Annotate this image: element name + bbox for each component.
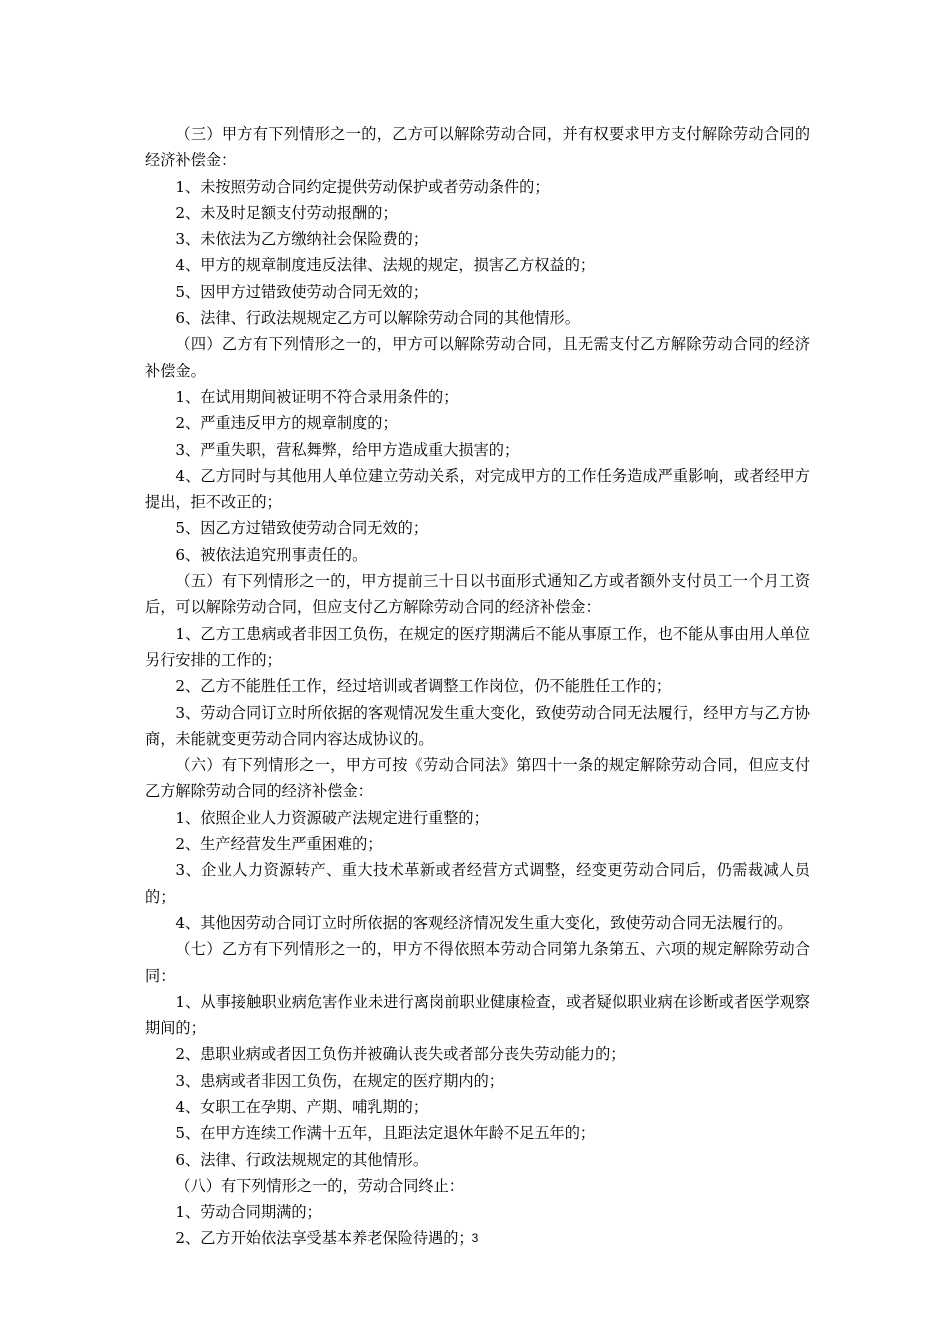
list-item: 4、女职工在孕期、产期、哺乳期的； xyxy=(175,1097,429,1116)
list-item: 4、乙方同时与其他用人单位建立劳动关系，对完成甲方的工作任务造成严重影响，或者经甲方提出，拒不改正的； xyxy=(145,466,810,512)
list-item: 5、因乙方过错致使劳动合同无效的； xyxy=(175,519,429,538)
list-item: 1、乙方工患病或者非因工负伤，在规定的医疗期满后不能从事原工作，也不能从事由用人单位另行安排的工作的； xyxy=(145,624,810,669)
document-body xyxy=(145,121,810,1252)
paragraph-section-6-heading: （六）有下列情形之一，甲方可按《劳动合同法》第四十一条的规定解除劳动合同，但应支付乙方解除劳动合同的经济补偿金： xyxy=(145,756,810,801)
list-item: 4、其他因劳动合同订立时所依据的客观经济情况发生重大变化，致使劳动合同无法履行的。 xyxy=(175,913,793,932)
list-item: 2、生产经营发生严重困难的； xyxy=(175,835,383,854)
list-item: 6、被依法追究刑事责任的。 xyxy=(175,545,368,564)
list-item: 5、因甲方过错致使劳动合同无效的； xyxy=(175,282,429,301)
list-item: 3、劳动合同订立时所依据的客观情况发生重大变化，致使劳动合同无法履行，经甲方与乙方协商，未能就变更劳动合同内容达成协议的。 xyxy=(145,703,810,748)
list-item: 3、严重失职，营私舞弊，给甲方造成重大损害的； xyxy=(175,440,520,459)
list-item: 1、依照企业人力资源破产法规定进行重整的； xyxy=(175,808,489,827)
list-item: 6、法律、行政法规规定乙方可以解除劳动合同的其他情形。 xyxy=(175,309,580,328)
list-item: 5、在甲方连续工作满十五年，且距法定退休年龄不足五年的； xyxy=(175,1124,596,1143)
list-item: 3、未依法为乙方缴纳社会保险费的； xyxy=(175,230,429,249)
list-item: 2、严重违反甲方的规章制度的； xyxy=(175,414,398,433)
list-item: 3、企业人力资源转产、重大技术革新或者经营方式调整，经变更劳动合同后，仍需裁减人员的； xyxy=(145,861,810,906)
paragraph-section-7-heading: （七）乙方有下列情形之一的，甲方不得依照本劳动合同第九条第五、六项的规定解除劳动合同： xyxy=(145,940,810,985)
paragraph-section-8-heading: （八）有下列情形之一的，劳动合同终止： xyxy=(175,1176,464,1195)
list-item: 2、乙方开始依法享受基本养老保险待遇的； xyxy=(175,1229,474,1248)
paragraph-section-3-heading: （三）甲方有下列情形之一的，乙方可以解除劳动合同，并有权要求甲方支付解除劳动合同的经济补偿金： xyxy=(145,125,810,170)
list-item: 4、甲方的规章制度违反法律、法规的规定，损害乙方权益的； xyxy=(175,256,596,275)
paragraph-section-5-heading: （五）有下列情形之一的，甲方提前三十日以书面形式通知乙方或者额外支付员工一个月工资后，可以解除劳动合同，但应支付乙方解除劳动合同的经济补偿金： xyxy=(145,572,810,617)
list-item: 1、劳动合同期满的； xyxy=(175,1203,322,1222)
list-item: 6、法律、行政法规规定的其他情形。 xyxy=(175,1150,429,1169)
list-item: 2、未及时足额支付劳动报酬的； xyxy=(175,203,398,222)
list-item: 2、患职业病或者因工负伤并被确认丧失或者部分丧失劳动能力的； xyxy=(175,1045,626,1064)
list-item: 1、未按照劳动合同约定提供劳动保护或者劳动条件的； xyxy=(175,177,550,196)
list-item: 1、从事接触职业病危害作业未进行离岗前职业健康检查，或者疑似职业病在诊断或者医学观察期间的； xyxy=(145,992,810,1038)
list-item: 3、患病或者非因工负伤，在规定的医疗期内的； xyxy=(175,1071,504,1090)
page-number: 3 xyxy=(471,1231,479,1245)
list-item: 2、乙方不能胜任工作，经过培训或者调整工作岗位，仍不能胜任工作的； xyxy=(175,677,672,696)
paragraph-section-4-heading: （四）乙方有下列情形之一的，甲方可以解除劳动合同，且无需支付乙方解除劳动合同的经济补偿金。 xyxy=(145,335,810,380)
list-item: 1、在试用期间被证明不符合录用条件的； xyxy=(175,387,459,406)
